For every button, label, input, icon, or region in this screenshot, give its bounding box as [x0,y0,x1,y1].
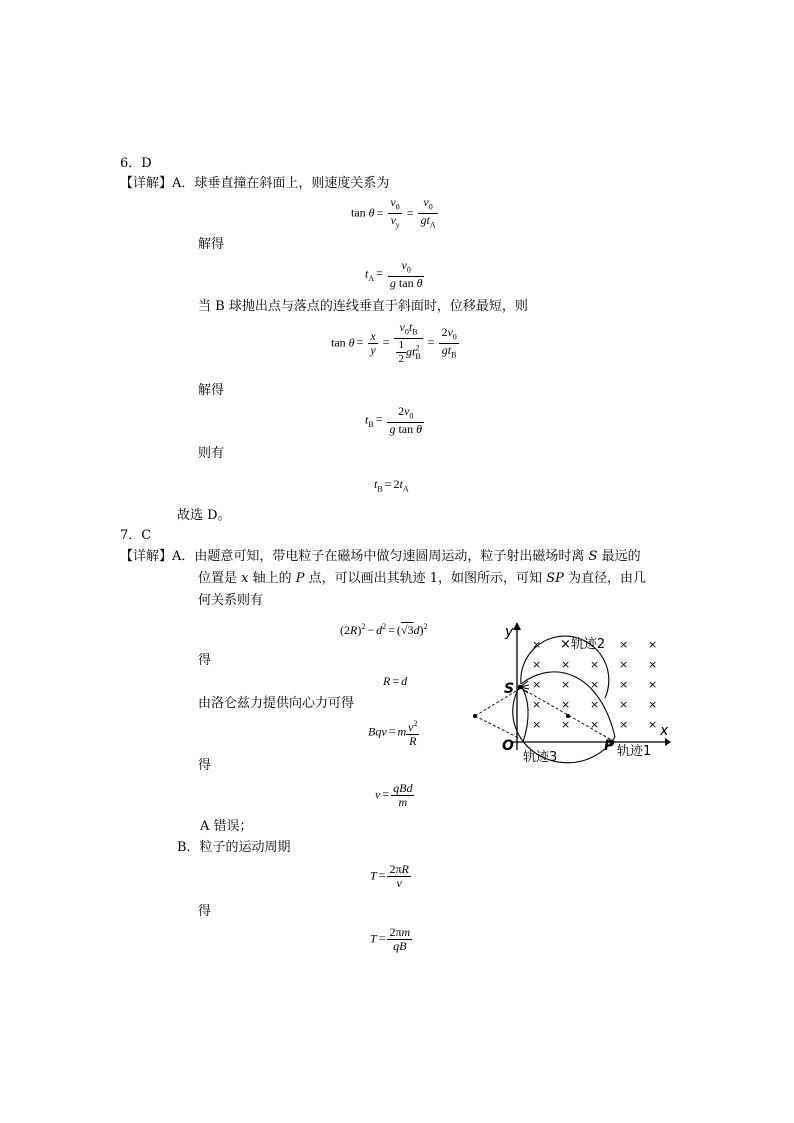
field-cross: × [619,698,629,711]
field-cross: × [619,658,629,671]
q6-heading: 6．D [120,156,152,171]
y-axis-label: y [505,624,514,640]
q7-equation-period: T = $\frac{2\pi R}{v}$ [370,862,409,890]
q7-intro-line-2 [198,572,646,585]
q6-equation-ta: $t_A$ = $\frac{v_0}{\text{g tan θ}}$ [365,258,423,291]
x-axis-label: x [660,723,669,739]
q7-get-label-3: 得 [198,904,212,919]
q7-intro-text-1b: 最远的 [597,549,641,564]
q6-conclusion: 故选 D。 [177,508,231,523]
q7-intro-text-2c: 点，可以画出其轨迹 1，如图所示，可知 [304,571,547,586]
q7-intro-text-2d: 为直径，由几 [563,571,646,586]
field-cross: × [532,638,542,651]
field-cross: × [648,638,658,651]
q7-get-label-1: 得 [198,653,212,668]
q7-intro-text-2b: 轴上的 [248,571,296,586]
field-cross: × [648,698,658,711]
q6-intro-line [120,177,389,190]
q7-var-s: S [588,549,598,564]
q6-intro-text: A．球垂直撞在斜面上，则速度关系为 [172,176,390,191]
q7-equation-r: R = d [383,674,408,688]
q7-lorentz-text: 由洛仑兹力提供向心力可得 [198,696,355,711]
point-p-label: P [604,738,615,754]
track-3-label: 轨迹3 [523,750,558,765]
field-cross: × [561,678,571,691]
field-cross: × [532,718,542,731]
field-cross: × [590,678,600,691]
q6-detail-tag: 【详解】 [120,176,173,191]
field-cross: × [532,678,542,691]
q7-equation-lorentz: Bqv = m $\frac{v^2}{R}$ [368,719,418,748]
field-cross: × [561,658,571,671]
q6-equation-result: $t_B = 2t_A$ [374,477,409,494]
q6-then-label: 则有 [198,446,225,461]
q6-equation-tb: $t_B$ = $\frac{2v_0}{\text{g tan θ}}$ [365,404,423,437]
field-cross: × [590,698,600,711]
q7-var-sp: SP [546,571,564,586]
q6-solve-label-1: 解得 [198,237,225,252]
field-cross: × [619,638,629,651]
magnetic-field-trajectory-figure [465,618,675,770]
track-2-label: ×轨迹2 [560,637,606,652]
field-cross: × [532,658,542,671]
field-cross: × [561,698,571,711]
y-axis-arrow [513,622,521,630]
q7-b-intro: B．粒子的运动周期 [177,840,291,855]
q7-var-x: x [241,571,249,586]
q6-equation-displacement-ratio: tan θ = $\frac{x}{y}$ = $v_0t_B$ $\frac{1}{2}$ $gt^2_B$ = $\frac{2v_0}{gt_B}$ [331,320,457,366]
field-cross: × [590,658,600,671]
field-cross: × [561,718,571,731]
field-cross: × [648,658,658,671]
q7-intro-text-2a: 位置是 [198,571,242,586]
dashed-chord-left [475,716,519,738]
center-point-left [473,714,477,718]
field-cross: × [590,718,600,731]
q7-var-p: P [295,571,305,586]
dashed-radius-left [475,688,521,716]
q6-equation-velocity-ratio: tan θ = $\frac{v_0}{v_y}$ = $\frac{v_0}{gt_A}$ [351,195,436,230]
origin-label: O [502,738,514,754]
trajectory-3-arc [521,686,528,742]
q6-description-2: 当 B 球抛出点与落点的连线垂直于斜面时，位移最短，则 [198,299,528,314]
center-point-sp [566,714,570,718]
field-cross: × [648,718,658,731]
field-cross: × [619,718,629,731]
point-s-label: S [504,681,515,697]
q7-intro-line-3: 何关系则有 [198,593,264,608]
q7-equation-geometry: $(2R)^2 - d^2 = (√3d)^2$ [340,622,428,637]
q7-detail-tag: 【详解】 [120,549,173,564]
q6-solve-label-2: 解得 [198,383,225,398]
q7-heading: 7．C [120,528,152,543]
q7-intro-line-1 [120,550,641,563]
x-axis-arrow [665,738,671,746]
field-cross: × [619,678,629,691]
q7-equation-v: v = $\frac{\text{qBd}}{m}$ [375,781,413,809]
field-cross: × [532,698,542,711]
q7-equation-period-result: T = $\frac{2\pi m}{qB}$ [370,925,411,953]
track-1-label: 轨迹1 [617,744,652,759]
field-cross: × [648,678,658,691]
q7-a-verdict: A 错误； [200,819,253,834]
q7-get-label-2: 得 [198,758,212,773]
q7-intro-text-1a: A．由题意可知，带电粒子在磁场中做匀速圆周运动，粒子射出磁场时离 [172,549,589,564]
